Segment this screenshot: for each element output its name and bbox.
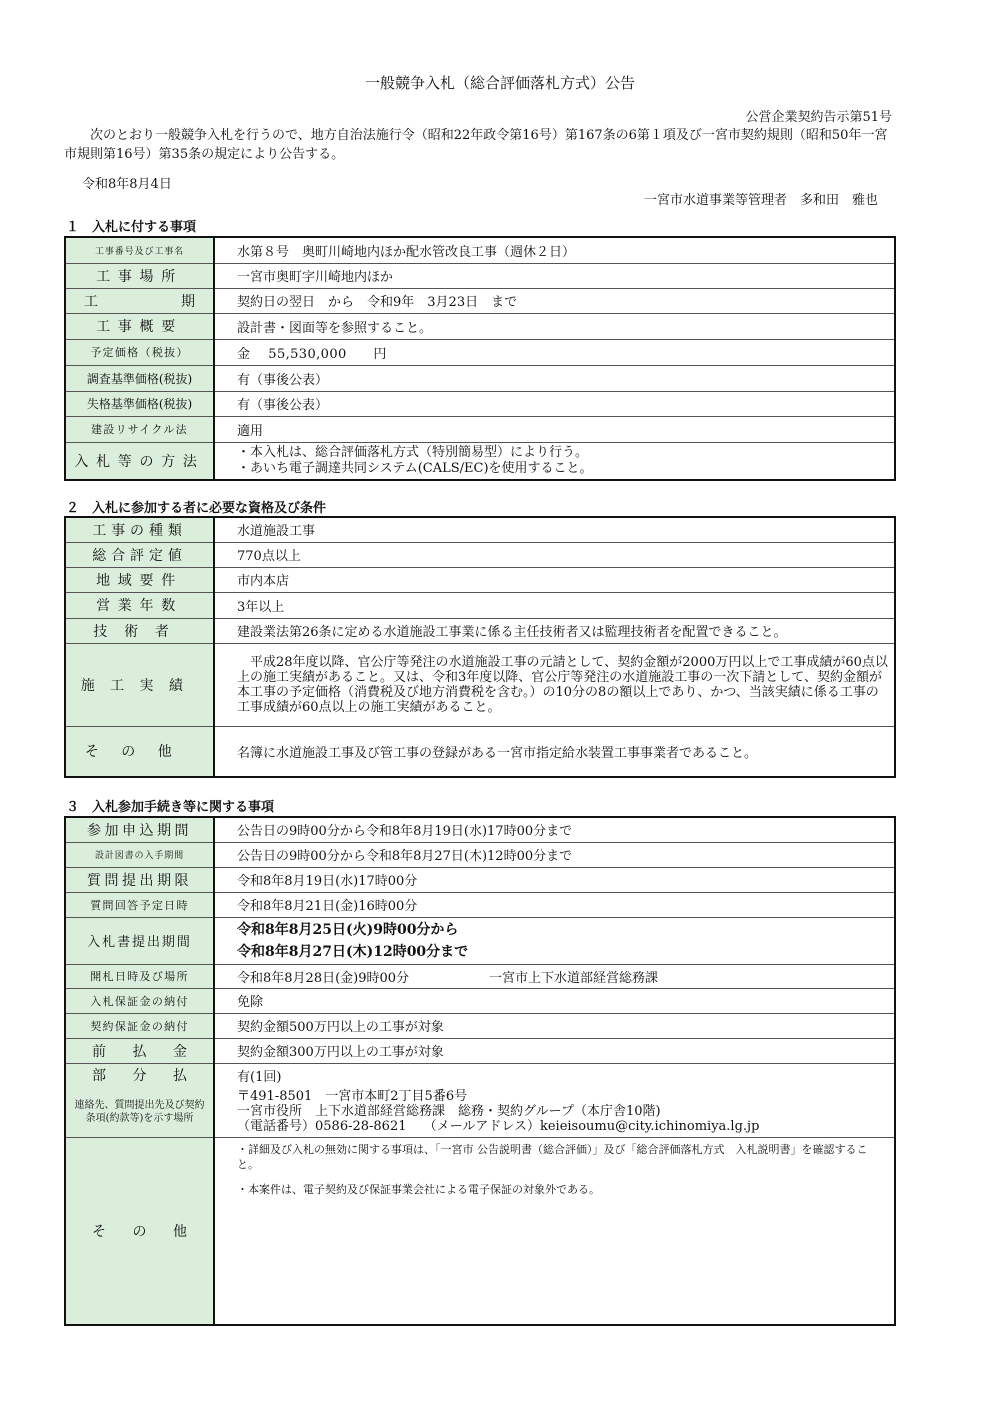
method-line-1: ・本入札は、総合評価落札方式（特別簡易型）により行う。 <box>237 444 589 460</box>
bid-period-to: 令和8年8月27日(木)12時00分まで <box>237 943 469 960</box>
table-row <box>65 365 895 391</box>
table-row <box>65 643 895 726</box>
row-label: 払 <box>173 1068 187 1085</box>
row-value: 公告日の9時00分から令和8年8月27日(木)12時00分まで <box>214 842 895 867</box>
row-label: 前 <box>92 1043 106 1060</box>
row-label: 工事の種類 <box>92 522 187 539</box>
row-value: 770点以上 <box>214 542 895 567</box>
row-value: 契約日の翌日 から 令和9年 3月23日 まで <box>214 288 895 313</box>
section3-table <box>64 816 896 1326</box>
row-label: 払 <box>132 1043 147 1060</box>
table-row <box>65 237 895 263</box>
table-row <box>65 726 895 777</box>
table-row <box>65 592 895 618</box>
row-value: 契約金額300万円以上の工事が対象 <box>214 1038 895 1063</box>
row-label: 質問提出期限 <box>87 872 192 889</box>
issuer: 一宮市水道事業等管理者 多和田 雅也 <box>643 193 878 208</box>
contact-office: 一宮市役所 上下水道部経営総務課 総務・契約グループ（本庁舎10階) <box>237 1104 661 1120</box>
row-value: 令和8年8月21日(金)16時00分 <box>214 892 895 917</box>
page-title: 一般競争入札（総合評価落札方式）公告 <box>364 74 635 92</box>
row-label: そ <box>92 1223 106 1240</box>
section3-heading: ３ 入札参加手続き等に関する事項 <box>66 800 275 815</box>
section1-table <box>64 236 896 481</box>
table-row <box>65 339 895 365</box>
section1-heading: １ 入札に付する事項 <box>66 220 197 235</box>
table-row <box>65 618 895 643</box>
row-label: 工 <box>84 293 98 310</box>
table-row <box>65 391 895 416</box>
row-label: 失格基準価格(税抜) <box>86 397 193 411</box>
section2-table <box>64 516 896 778</box>
row-value: 名簿に水道施設工事及び管工事の登録がある一宮市指定給水装置工事事業者であること。 <box>214 726 895 777</box>
row-label: 工事番号及び工事名 <box>94 246 185 257</box>
table-row <box>65 416 895 442</box>
row-value: 建設業法第26条に定める水道施設工事業に係る主任技術者又は監理技術者を配置できること。 <box>214 618 895 643</box>
table-row <box>65 288 895 313</box>
row-label: 期 <box>181 293 195 310</box>
row-label: 契約保証金の納付 <box>90 1019 189 1033</box>
row-label: その他 <box>84 744 195 761</box>
row-value: 3年以上 <box>214 592 895 618</box>
opening-datetime: 令和8年8月28日(金)9時00分 <box>237 970 410 986</box>
row-label: の <box>132 1223 147 1240</box>
other-note-1: ・詳細及び入札の無効に関する事項は、「一宮市 公告説明書（総合評価）」及び「総合評価落札方式 入札説明書」を確認すること。 <box>237 1142 868 1171</box>
row-label: 工事概要 <box>96 319 183 335</box>
contact-phone-email: （電話番号）0586-28-8621 （メールアドレス）keieisoumu@city.ichinomiya.lg.jp <box>237 1119 760 1135</box>
row-label: 予定価格（税抜） <box>90 346 189 359</box>
row-label: 他 <box>173 1223 187 1240</box>
table-row <box>65 1063 895 1087</box>
table-row <box>65 517 895 542</box>
notice-date: 令和8年8月4日 <box>82 177 172 192</box>
row-value: 契約金額500万円以上の工事が対象 <box>214 1013 895 1038</box>
row-value: 令和8年8月19日(水)17時00分 <box>214 867 895 892</box>
row-value: 平成28年度以降、官公庁等発注の水道施設工事の元請として、契約金額が2000万円以上で工事成績が60点以上の施工実績があること。又は、令和3年度以降、官公庁等発注の水道施設工事の一次下請として、契約金額が本工事の予定価格（消費税及び地方消費税を含む。）の10分の8の額以上であり、かつ、当該実績に係る工事の工事成績が60点以上の施工実績があること。 <box>214 643 895 726</box>
table-row <box>65 567 895 592</box>
contact-address: 〒491-8501 一宮市本町2丁目5番6号 <box>237 1089 468 1105</box>
row-label: 建設リサイクル法 <box>90 423 189 436</box>
table-row <box>65 1137 895 1325</box>
table-row <box>65 867 895 892</box>
row-label: 工事場所 <box>96 268 183 285</box>
row-label: 入札書提出期間 <box>87 935 192 950</box>
row-label: 入札保証金の納付 <box>90 994 189 1008</box>
row-label: 営業年数 <box>96 598 183 614</box>
row-label: 開札日時及び場所 <box>90 970 189 983</box>
row-label: 入札等の方法 <box>74 453 205 470</box>
row-label: 金 <box>173 1043 187 1060</box>
table-row <box>65 964 895 988</box>
table-row <box>65 442 895 480</box>
row-value: 一宮市奥町字川崎地内ほか <box>214 263 895 288</box>
row-value: 免除 <box>214 988 895 1013</box>
table-row <box>65 892 895 917</box>
table-row <box>65 313 895 339</box>
other-note-2: ・本案件は、電子契約及び保証事業会社による電子保証の対象外である。 <box>237 1182 600 1196</box>
row-value: 金 55,530,000 円 <box>214 339 895 365</box>
row-label: 調査基準価格(税抜) <box>86 371 193 386</box>
row-value: 適用 <box>214 416 895 442</box>
table-row <box>65 263 895 288</box>
section2-heading: ２ 入札に参加する者に必要な資格及び条件 <box>66 501 327 516</box>
table-row <box>65 917 895 964</box>
table-row <box>65 1038 895 1063</box>
method-line-2: ・あいち電子調達共同システム(CALS/EC)を使用すること。 <box>237 460 593 476</box>
table-row <box>65 1013 895 1038</box>
row-label: 参加申込期間 <box>87 822 192 839</box>
row-value: 有(1回) <box>214 1063 895 1087</box>
row-label: 地域要件 <box>96 572 183 589</box>
row-label: 質問回答予定日時 <box>90 898 189 912</box>
table-row <box>65 542 895 567</box>
row-label: 設計図書の入手期間 <box>94 851 185 861</box>
row-value: 有（事後公表） <box>214 365 895 391</box>
opening-place: 一宮市上下水道部経営総務課 <box>489 970 659 986</box>
row-value: 設計書・図面等を参照すること。 <box>214 313 895 339</box>
table-row <box>65 988 895 1013</box>
table-row <box>65 842 895 867</box>
row-label: 分 <box>132 1068 147 1085</box>
row-label: 技術者 <box>93 623 186 640</box>
row-label: 連絡先、質問提出先及び契約条項(約款等)を示す場所 <box>74 1099 205 1124</box>
table-row <box>65 817 895 842</box>
notice-number: 公営企業契約告示第51号 <box>745 110 892 125</box>
bid-period-from: 令和8年8月25日(火)9時00分から <box>237 921 459 938</box>
row-label: 施工実績 <box>80 677 199 694</box>
row-value: 公告日の9時00分から令和8年8月19日(水)17時00分まで <box>214 817 895 842</box>
row-label: 総合評定値 <box>92 547 187 564</box>
row-value: 有（事後公表） <box>214 391 895 416</box>
row-value: 市内本店 <box>214 567 895 592</box>
table-row <box>65 1087 895 1137</box>
row-value: 水道施設工事 <box>214 517 895 542</box>
row-label: 部 <box>92 1068 106 1085</box>
row-value: 水第８号 奥町川崎地内ほか配水管改良工事（週休２日） <box>214 237 895 263</box>
intro-paragraph: 次のとおり一般競争入札を行うので、地方自治法施行令（昭和22年政令第16号）第167条の6第１項及び一宮市契約規則（昭和50年一宮市規則第16号）第35条の規定により公告する。 <box>64 128 888 162</box>
